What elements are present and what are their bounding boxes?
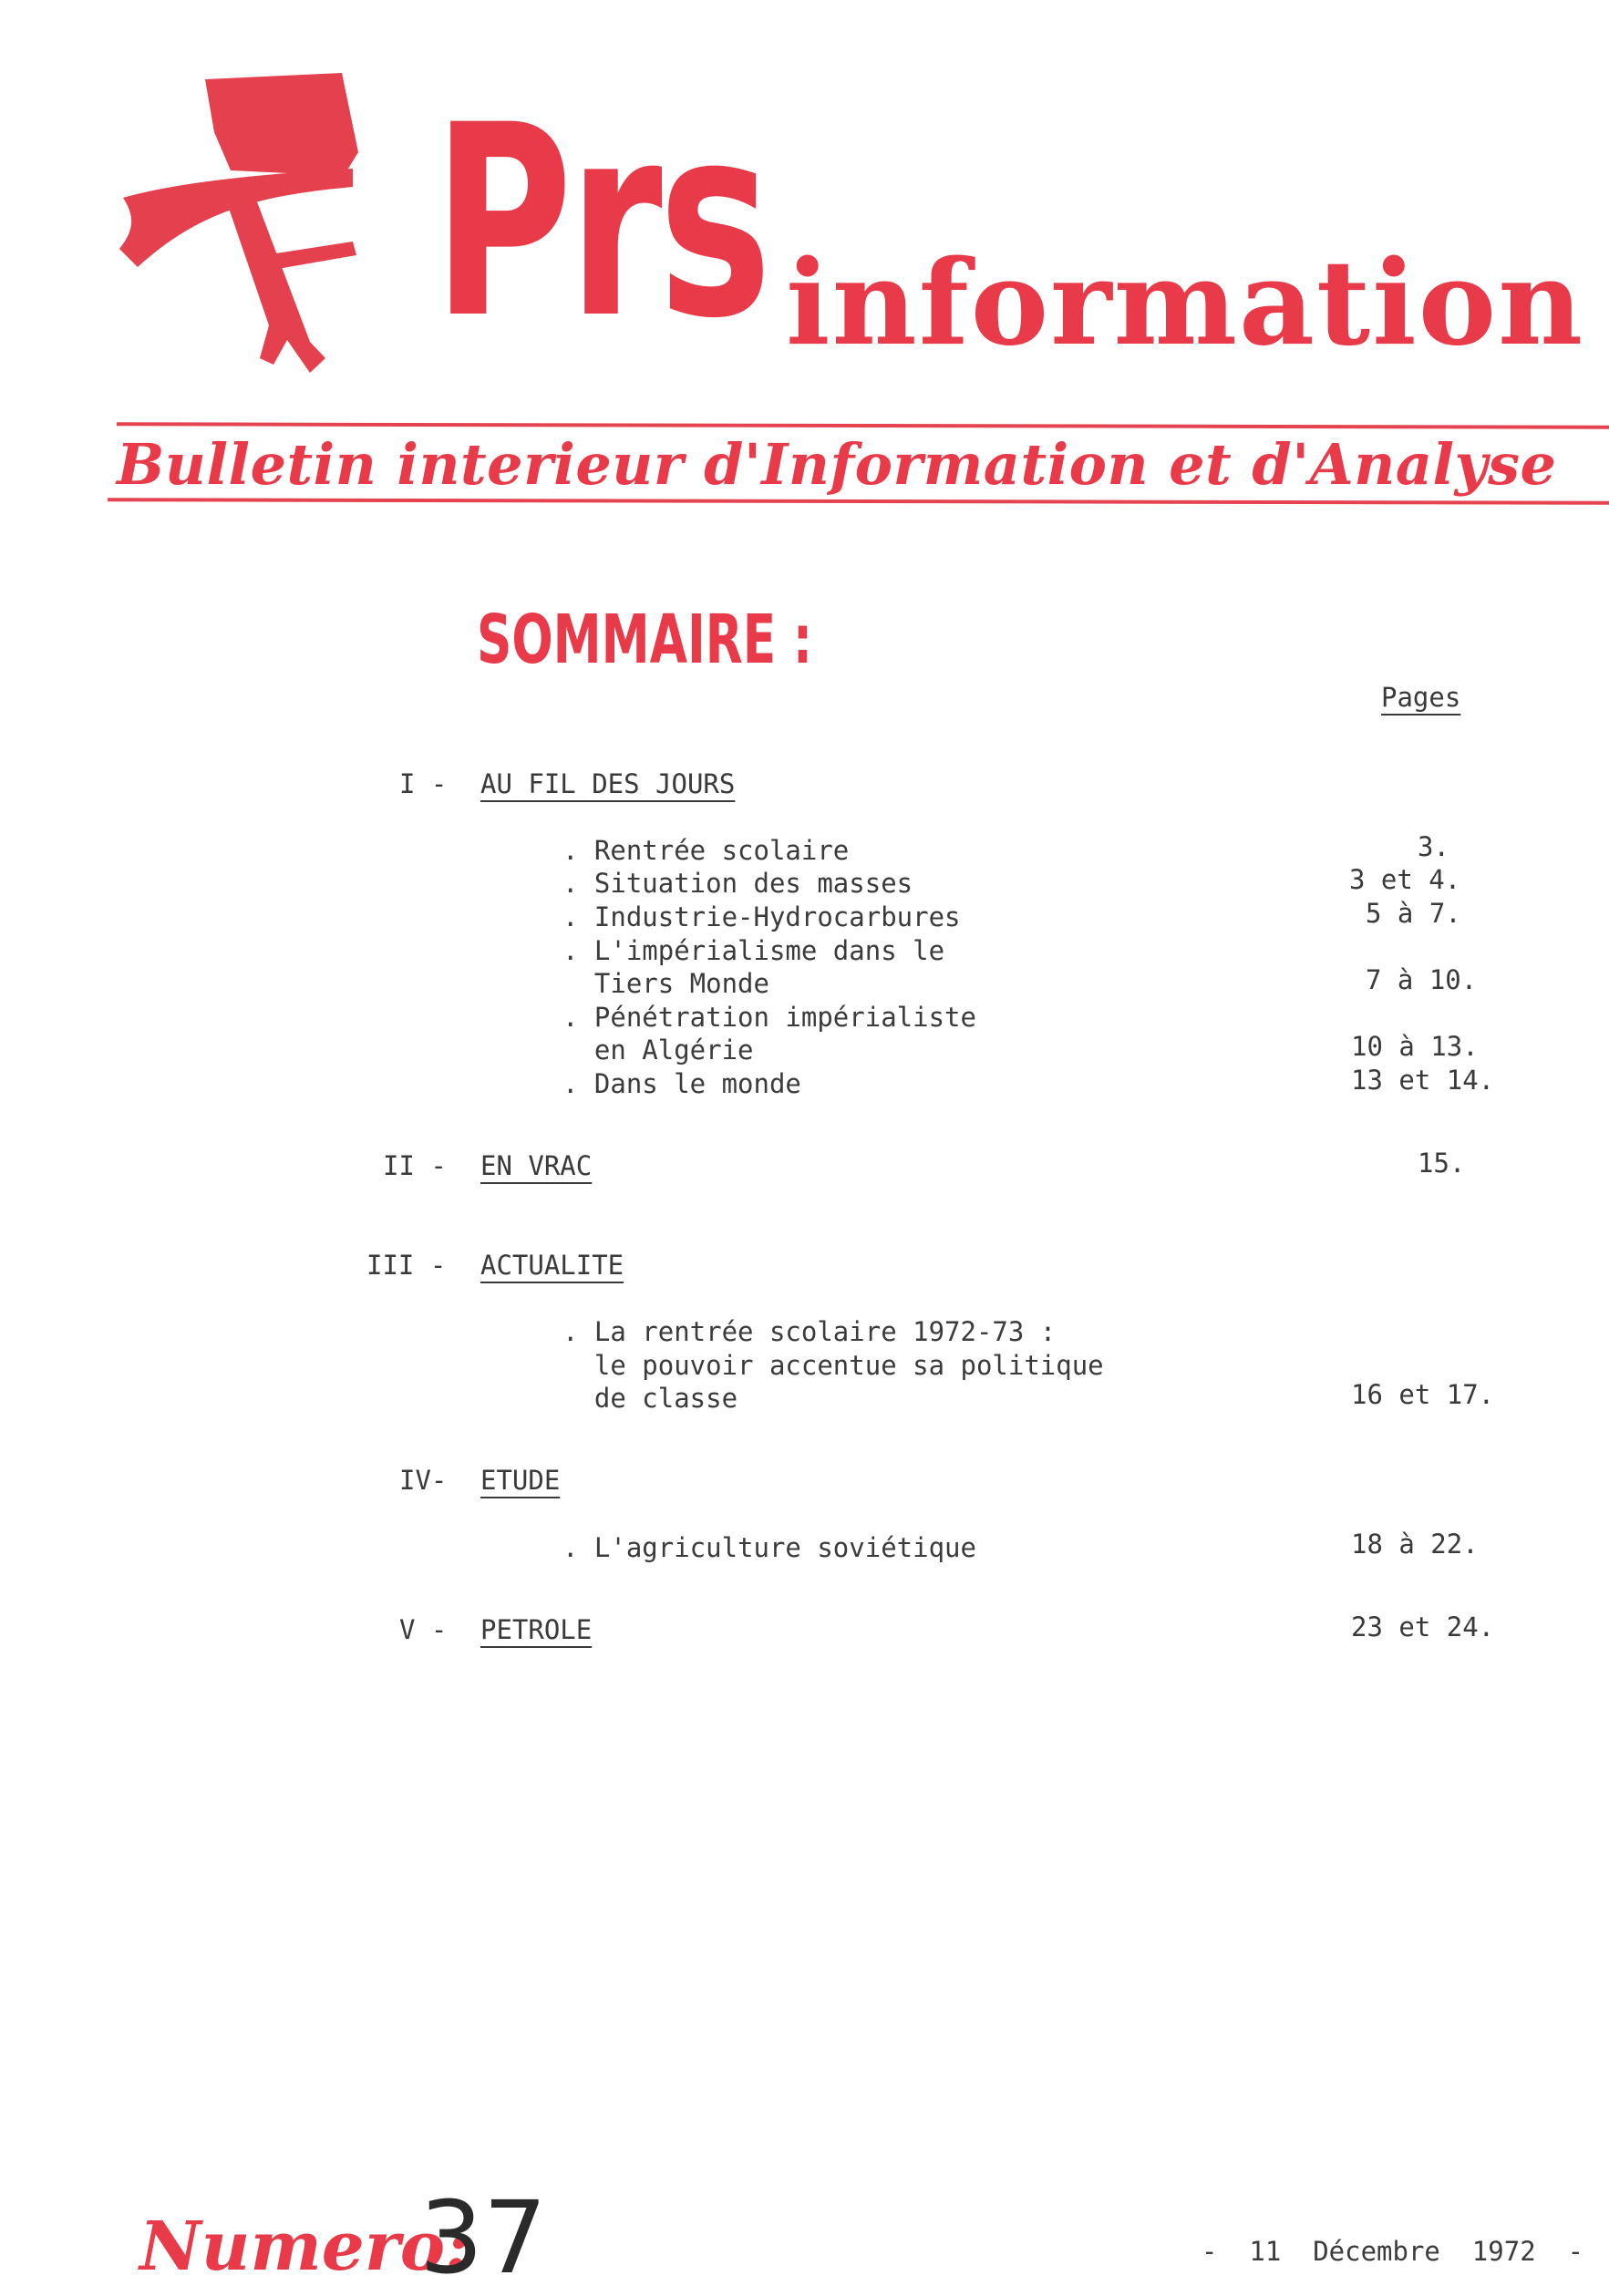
toc-entry-continued: le pouvoir accentue sa politique xyxy=(562,1350,1104,1381)
toc-page: 15. xyxy=(1418,1148,1466,1179)
section-title: EN VRAC xyxy=(480,1150,593,1181)
section-title: ETUDE xyxy=(480,1465,561,1496)
toc-entry: . L'impérialisme dans le xyxy=(562,935,945,966)
toc-entry: . L'agriculture soviétique xyxy=(562,1532,976,1563)
toc-page: 23 et 24. xyxy=(1351,1611,1495,1642)
toc-entry: . La rentrée scolaire 1972-73 : xyxy=(562,1316,1057,1347)
section-number: II - xyxy=(383,1150,447,1181)
toc-page: 7 à 10. xyxy=(1366,964,1478,995)
toc-page: 10 à 13. xyxy=(1351,1031,1479,1062)
hammer-pickaxe-icon xyxy=(114,68,369,378)
brand-suffix: information xyxy=(786,235,1585,372)
section-number: IV- xyxy=(399,1465,448,1496)
pages-column-header: Pages xyxy=(1381,682,1461,713)
toc-page: 5 à 7. xyxy=(1366,898,1461,929)
section-title: AU FIL DES JOURS xyxy=(480,768,736,799)
section-number: V - xyxy=(399,1614,448,1645)
issue-number-label: Numero: xyxy=(139,2208,470,2286)
sommaire-title: SOMMAIRE : xyxy=(477,601,813,679)
section-title: ACTUALITE xyxy=(480,1250,624,1281)
toc-page: 3 et 4. xyxy=(1349,864,1461,895)
bulletin-subtitle: Bulletin interieur d'Information et d'Analyse xyxy=(117,431,1557,498)
toc-entry: . Situation des masses xyxy=(562,868,913,899)
toc-entry: . Industrie-Hydrocarbures xyxy=(562,901,961,932)
brand-logotype: Prs xyxy=(433,69,768,376)
issue-number-value: 37 xyxy=(419,2179,547,2296)
toc-entry: . Dans le monde xyxy=(562,1068,801,1099)
section-title: PETROLE xyxy=(480,1614,593,1645)
section-number: I - xyxy=(399,768,448,799)
toc-entry-continued: Tiers Monde xyxy=(562,968,769,999)
toc-entry-continued: de classe xyxy=(562,1383,738,1414)
toc-page: 13 et 14. xyxy=(1351,1065,1495,1096)
toc-page: 3. xyxy=(1418,831,1449,862)
toc-entry-continued: en Algérie xyxy=(562,1035,754,1066)
toc-page: 16 et 17. xyxy=(1351,1379,1495,1410)
section-number: III - xyxy=(366,1250,447,1281)
issue-date: - 11 Décembre 1972 - xyxy=(1202,2236,1584,2267)
toc-entry: . Pénétration impérialiste xyxy=(562,1002,976,1033)
toc-entry: . Rentrée scolaire xyxy=(562,835,850,866)
toc-page: 18 à 22. xyxy=(1351,1529,1479,1560)
